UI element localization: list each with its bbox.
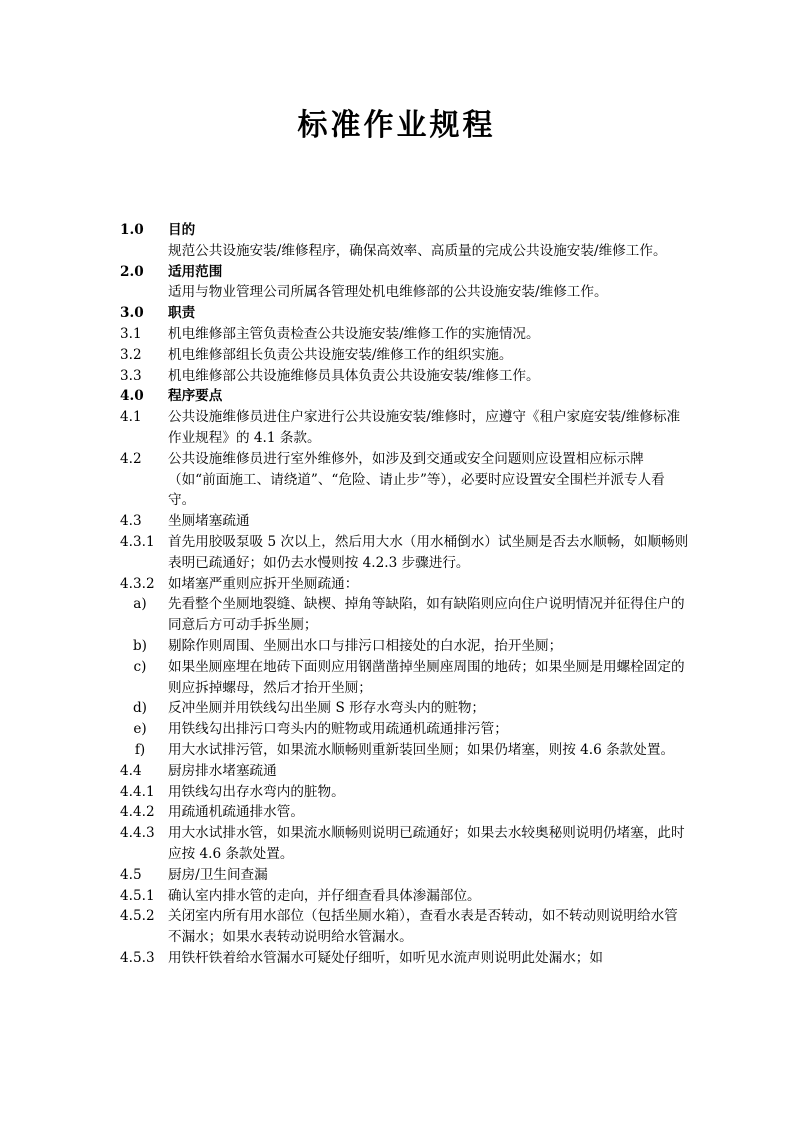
- sub-item: [120, 636, 690, 657]
- section-item: [120, 511, 690, 532]
- section-number: 4.5.2: [120, 908, 155, 925]
- section-text: 规范公共设施安装/维修程序，确保高效率、高质量的完成公共设施安装/维修工作。: [168, 242, 667, 259]
- section-text: 厨房/卫生间查漏: [168, 866, 268, 883]
- section-number: 3.3: [120, 367, 142, 384]
- section-item: [120, 761, 690, 782]
- section-text: 公共设施维修员进住户家进行公共设施安装/维修时，应遵守《租户家庭安装/维修标准作业规程》的 4.1 条款。: [168, 409, 681, 446]
- section-text: 确认室内排水管的走向，并仔细查看具体渗漏部位。: [168, 887, 481, 904]
- section-heading-text: 职责: [168, 305, 196, 322]
- section-text: 反冲坐厕并用铁线勾出坐厕 S 形存水弯头内的赃物；: [168, 700, 486, 717]
- document-body: [120, 220, 690, 969]
- section-number: 4.4: [120, 762, 142, 779]
- section-text: 机电维修部公共设施维修员具体负责公共设施安装/维修工作。: [168, 367, 540, 384]
- section-number: 4.0: [120, 388, 144, 405]
- section-item: [120, 906, 690, 948]
- section-number: 4.4.2: [120, 804, 155, 821]
- section-item: [120, 532, 690, 574]
- section-number: 4.5.3: [120, 949, 155, 966]
- section-number: f): [134, 741, 146, 758]
- section-heading: [120, 303, 690, 324]
- section-text: 关闭室内所有用水部位（包括坐厕水箱），查看水表是否转动，如不转动则说明给水管不漏水；如果水表转动说明给水管漏水。: [168, 908, 678, 946]
- section-text: 用疏通机疏通排水管。: [168, 804, 304, 821]
- section-text: 用大水试排污管，如果流水顺畅则重新装回坐厕；如果仍堵塞，则按 4.6 条款处置。: [168, 741, 675, 758]
- section-item: [120, 449, 690, 511]
- section-text: 坐厕堵塞疏通: [168, 513, 250, 530]
- section-text: 用铁线勾出存水弯内的脏物。: [168, 783, 345, 800]
- sub-item: [120, 594, 690, 636]
- section-number: 4.2: [120, 450, 142, 467]
- section-text: 先看整个坐厕地裂缝、缺楔、掉角等缺陷，如有缺陷则应向住户说明情况并征得住户的同意后方可动手拆坐厕；: [168, 596, 685, 634]
- sub-item: [120, 719, 690, 740]
- section-text: 如堵塞严重则应拆开坐厕疏通：: [168, 575, 359, 592]
- section-item: [120, 574, 690, 595]
- section-paragraph: [120, 282, 690, 303]
- sub-item: [120, 698, 690, 719]
- section-heading: [120, 220, 690, 241]
- section-number: d): [132, 700, 147, 717]
- section-number: 3.2: [120, 346, 142, 363]
- section-number: a): [133, 596, 147, 613]
- section-item: [120, 782, 690, 803]
- section-number: 4.4.1: [120, 783, 155, 800]
- section-item: [120, 886, 690, 907]
- section-item: [120, 802, 690, 823]
- section-number: 4.4.3: [120, 825, 155, 842]
- section-text: 机电维修部主管负责检查公共设施安装/维修工作的实施情况。: [168, 325, 540, 342]
- section-text: 用铁线勾出排污口弯头内的赃物或用疏通机疏通排污管；: [168, 721, 508, 738]
- section-text: 公共设施维修员进行室外维修外，如涉及到交通或安全问题则应设置相应标示牌（如“前面施工、请绕道”、“危险、请止步”等），必要时应设置安全围栏并派专人看守。: [168, 450, 665, 509]
- section-number: 4.3.2: [120, 575, 155, 592]
- section-text: 首先用胶吸泵吸 5 次以上，然后用大水（用水桶倒水）试坐厕是否去水顺畅，如顺畅则表明已疏通好；如仍去水慢则按 4.2.3 步骤进行。: [168, 533, 689, 571]
- section-number: 4.5: [120, 866, 142, 883]
- section-number: 4.1: [120, 409, 142, 426]
- section-item: [120, 948, 690, 969]
- section-text: 用大水试排水管，如果流水顺畅则说明已疏通好；如果去水较奥秘则说明仍堵塞，此时应按 4.6 条款处置。: [168, 825, 685, 862]
- section-number: 4.3.1: [120, 533, 155, 550]
- section-number: e): [133, 721, 147, 738]
- section-heading: [120, 262, 690, 283]
- section-heading: [120, 386, 690, 407]
- section-text: 用铁杆铁着给水管漏水可疑处仔细听，如听见水流声则说明此处漏水；如: [168, 949, 603, 966]
- section-item: [120, 823, 690, 865]
- document-title: 标准作业规程: [297, 108, 496, 143]
- sub-item: [120, 740, 690, 761]
- section-item: [120, 366, 690, 387]
- section-heading-text: 程序要点: [168, 388, 223, 405]
- section-text: 剔除作则周围、坐厕出水口与排污口相接处的白水泥，抬开坐厕；: [168, 637, 563, 654]
- section-item: [120, 324, 690, 345]
- section-text: 如果坐厕座埋在地砖下面则应用钢凿凿掉坐厕座周围的地砖；如果坐厕是用螺栓固定的则应拆掉螺母，然后才抬开坐厕；: [168, 658, 685, 696]
- section-heading-text: 适用范围: [168, 263, 223, 280]
- section-item: [120, 345, 690, 366]
- section-number: c): [133, 658, 147, 675]
- section-text: 适用与物业管理公司所属各管理处机电维修部的公共设施安装/维修工作。: [168, 284, 608, 301]
- section-number: b): [132, 637, 147, 654]
- section-text: 机电维修部组长负责公共设施安装/维修工作的组织实施。: [168, 346, 513, 363]
- section-number: 1.0: [120, 222, 144, 238]
- section-item: [120, 407, 690, 449]
- section-number: 4.5.1: [120, 887, 155, 904]
- section-item: [120, 865, 690, 886]
- section-number: 3.0: [120, 305, 144, 322]
- section-heading-text: 目的: [168, 222, 196, 238]
- section-number: 4.3: [120, 513, 142, 530]
- section-text: 厨房排水堵塞疏通: [168, 762, 277, 779]
- section-paragraph: [120, 241, 690, 262]
- section-number: 3.1: [120, 325, 142, 342]
- sub-item: [120, 657, 690, 699]
- section-number: 2.0: [120, 263, 144, 280]
